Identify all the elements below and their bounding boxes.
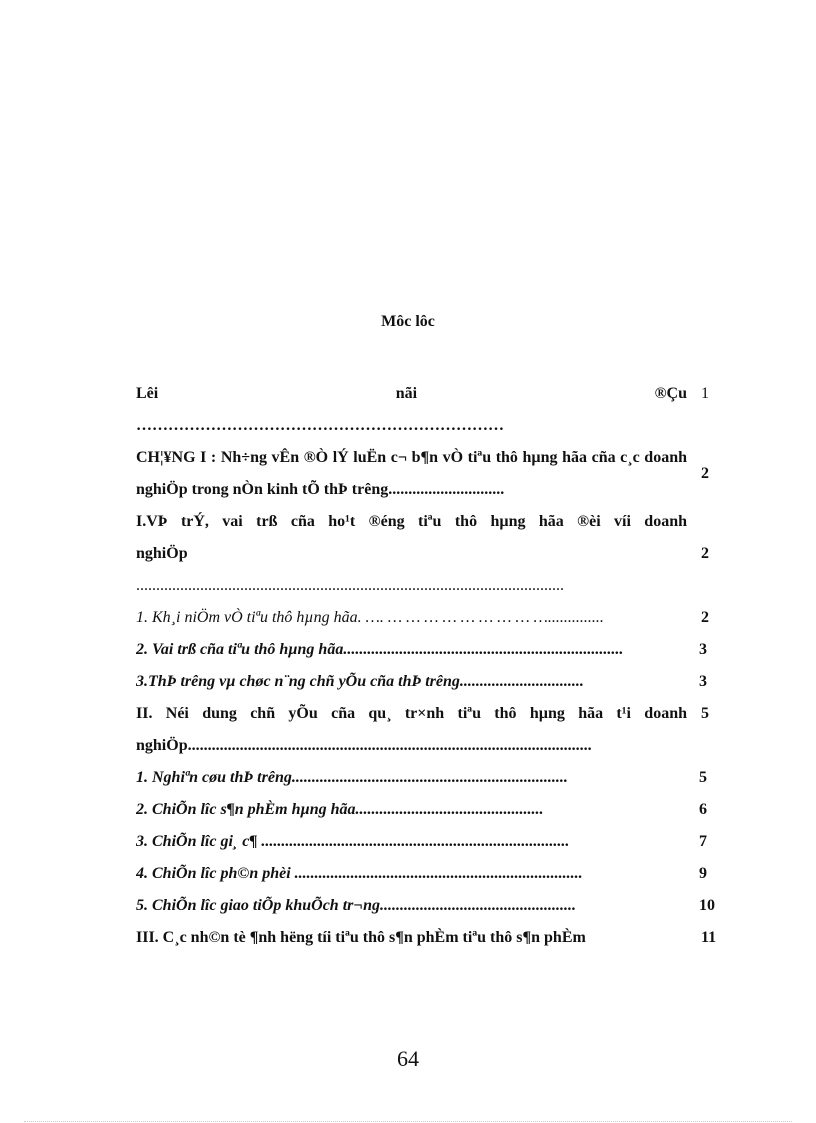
toc-entry-title: III. C¸c nh©n tè ¶nh hëng tíi tiªu thô s¶n phÈm tiªu thô s¶n phÈm: [136, 929, 586, 946]
toc-page-number: 3: [699, 641, 707, 658]
toc-entry-title: 2. ChiÕn lîc s¶n phÈm hµng hãa...............................................: [136, 801, 544, 818]
toc-leader-dots: ...........................................................................................................: [136, 577, 564, 594]
toc-entry[interactable]: [136, 506, 726, 602]
toc-entry[interactable]: [136, 378, 726, 442]
toc-entry[interactable]: [136, 762, 726, 794]
toc-entry-title: 3.ThÞ trêng vµ chøc n¨ng chñ yÕu cña thÞ trêng...............................: [136, 673, 584, 690]
bottom-divider: [24, 1121, 792, 1122]
toc-page-number: 7: [699, 833, 707, 850]
toc-entry[interactable]: [136, 602, 726, 634]
toc-entry[interactable]: [136, 698, 726, 762]
toc-entry-title: CH¦¥NG I : Nh÷ng vÊn ®Ò lÝ luËn c¬ b¶n vÒ tiªu thô hµng hãa cña c¸c doanh nghiÖp trong nÒn kinh tÕ thÞ trêng.............................: [136, 449, 687, 498]
toc-entry-title: I.VÞ trÝ, vai trß cña ho¹t ®éng tiªu thô hµng hãa ®èi víi doanh: [136, 513, 687, 530]
toc-page-number: 3: [699, 673, 707, 690]
toc-entry-title: 1. Kh¸i niÖm vÒ tiªu thô hµng hãa. …. … … … … … … … … …..............: [136, 609, 604, 626]
toc-leader-dots: ……………………………………………………………: [136, 417, 504, 434]
toc-page-number: 6: [699, 801, 707, 818]
toc-title: Môc lôc: [381, 313, 435, 330]
toc-entry[interactable]: [136, 826, 726, 858]
toc-entry[interactable]: [136, 922, 726, 954]
toc-page-number: 2: [701, 545, 709, 562]
toc-entry[interactable]: [136, 794, 726, 826]
toc-entry[interactable]: [136, 890, 726, 922]
toc-entry-title: II. Néi dung chñ yÕu cña qu¸ tr×nh tiªu thô hµng hãa t¹i doanh nghiÖp.....................................................................................................: [136, 705, 687, 754]
toc-entry-title: Lêi nãi ®Çu: [136, 385, 687, 402]
toc-entry[interactable]: [136, 666, 726, 698]
toc-entry[interactable]: [136, 442, 726, 506]
page-number: 64: [397, 1046, 419, 1071]
toc-entry-title: 1. Nghiªn cøu thÞ trêng.....................................................................: [136, 769, 568, 786]
toc-page-number: 10: [699, 897, 715, 914]
toc-entry[interactable]: [136, 858, 726, 890]
table-of-contents: [136, 378, 726, 954]
toc-entry-subtitle: nghiÖp: [136, 545, 188, 562]
toc-page-number: 5: [701, 705, 709, 722]
toc-page-number: 2: [701, 465, 709, 482]
toc-page-number: 9: [699, 865, 707, 882]
toc-entry[interactable]: [136, 634, 726, 666]
toc-entry-title: 4. ChiÕn lîc ph©n phèi ........................................................................: [136, 865, 583, 882]
toc-entry-title: 2. Vai trß cña tiªu thô hµng hãa......................................................................: [136, 641, 624, 658]
toc-entry-title: 3. ChiÕn lîc gi¸ c¶ .............................................................................: [136, 833, 570, 850]
toc-page-number: 1: [701, 385, 709, 402]
toc-page-number: 5: [699, 769, 707, 786]
toc-entry-title: 5. ChiÕn lîc giao tiÕp khuÕch tr¬ng.................................................: [136, 897, 576, 914]
toc-page-number: 11: [701, 929, 717, 946]
toc-page-number: 2: [701, 609, 709, 626]
